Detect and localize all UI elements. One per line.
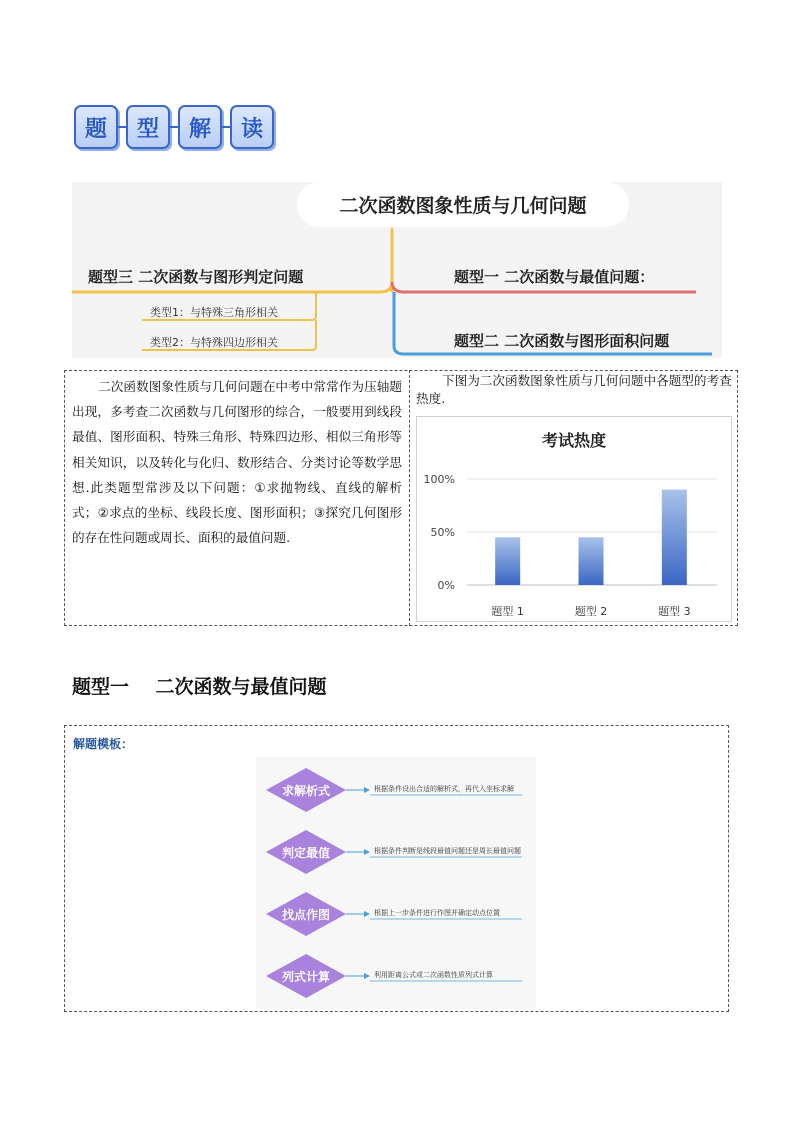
template-label: 解题模板：: [73, 737, 134, 751]
arrow-icon: [364, 849, 370, 855]
y-tick-label: 50%: [430, 526, 455, 539]
intro-divider: [409, 370, 410, 626]
header-tiles: [74, 104, 274, 150]
intro-paragraph: [72, 374, 402, 550]
arrow-icon: [364, 787, 370, 793]
intro-text: 二次函数图象性质与几何问题在中考中常常作为压轴题出现，多考查二次函数与几何图形的综合，一般要用到线段最值、图形面积、特殊三角形、特殊四边形、相似三角形等相关知识，以及转化与化归、数形结合、分类讨论等数学思想.此类题型常涉及以下问题：①求抛物线、直线的解析式；②求点的坐标、线段长度、图形面积；③探究几何图形的存在性问题或周长、面积的最值问题.: [72, 379, 402, 546]
chart-caption: [416, 372, 732, 408]
tile-connector: [170, 126, 178, 128]
y-tick-label: 0%: [437, 579, 455, 592]
chart-svg: [417, 417, 731, 621]
branch-type-1: 题型一 二次函数与最值问题：: [454, 268, 655, 286]
bar: [495, 537, 520, 585]
flowchart: [256, 757, 536, 1009]
mind-map-title: 二次函数图象性质与几何问题: [297, 182, 629, 227]
chart-caption-text: 下图为二次函数图象性质与几何问题中各题型的考查热度.: [416, 373, 732, 406]
bar: [579, 537, 604, 585]
step-description: 根据条件设出合适的解析式，再代入坐标求解: [374, 785, 514, 793]
step-description: 利用距离公式或二次函数性质列式计算: [374, 971, 493, 979]
y-tick-label: 100%: [423, 473, 455, 486]
chart-title: 考试热度: [541, 431, 607, 450]
arrow-icon: [364, 911, 370, 917]
tile-4: 读: [230, 105, 274, 149]
arrow-icon: [364, 973, 370, 979]
step-description: 根据上一步条件进行作图并确定动点位置: [374, 909, 500, 917]
tile-2: 型: [126, 105, 170, 149]
x-tick-label: 题型 1: [491, 605, 524, 618]
step-description: 根据条件判断是线段最值问题还是周长最值问题: [374, 847, 521, 855]
sub-branch-triangle: 类型1：与特殊三角形相关: [150, 306, 278, 319]
branch-type-2: 题型二 二次函数与图形面积问题: [454, 332, 670, 350]
x-tick-label: 题型 2: [574, 605, 608, 618]
bar: [662, 490, 687, 585]
bar-chart: [416, 416, 732, 622]
tile-1: 题: [74, 105, 118, 149]
branch-type-3: 题型三 二次函数与图形判定问题: [88, 268, 304, 286]
sub-branch-quadrilateral: 类型2：与特殊四边形相关: [150, 336, 278, 349]
tile-connector: [118, 126, 126, 128]
x-tick-label: 题型 3: [658, 605, 691, 618]
tile-connector: [222, 126, 230, 128]
mind-map: [72, 182, 722, 358]
step-label: 判定最值: [281, 846, 330, 860]
step-label: 列式计算: [281, 970, 330, 984]
tile-3: 解: [178, 105, 222, 149]
step-label: 找点作图: [281, 908, 330, 922]
step-label: 求解析式: [281, 784, 330, 798]
section-title: 题型一 二次函数与最值问题: [72, 676, 327, 698]
